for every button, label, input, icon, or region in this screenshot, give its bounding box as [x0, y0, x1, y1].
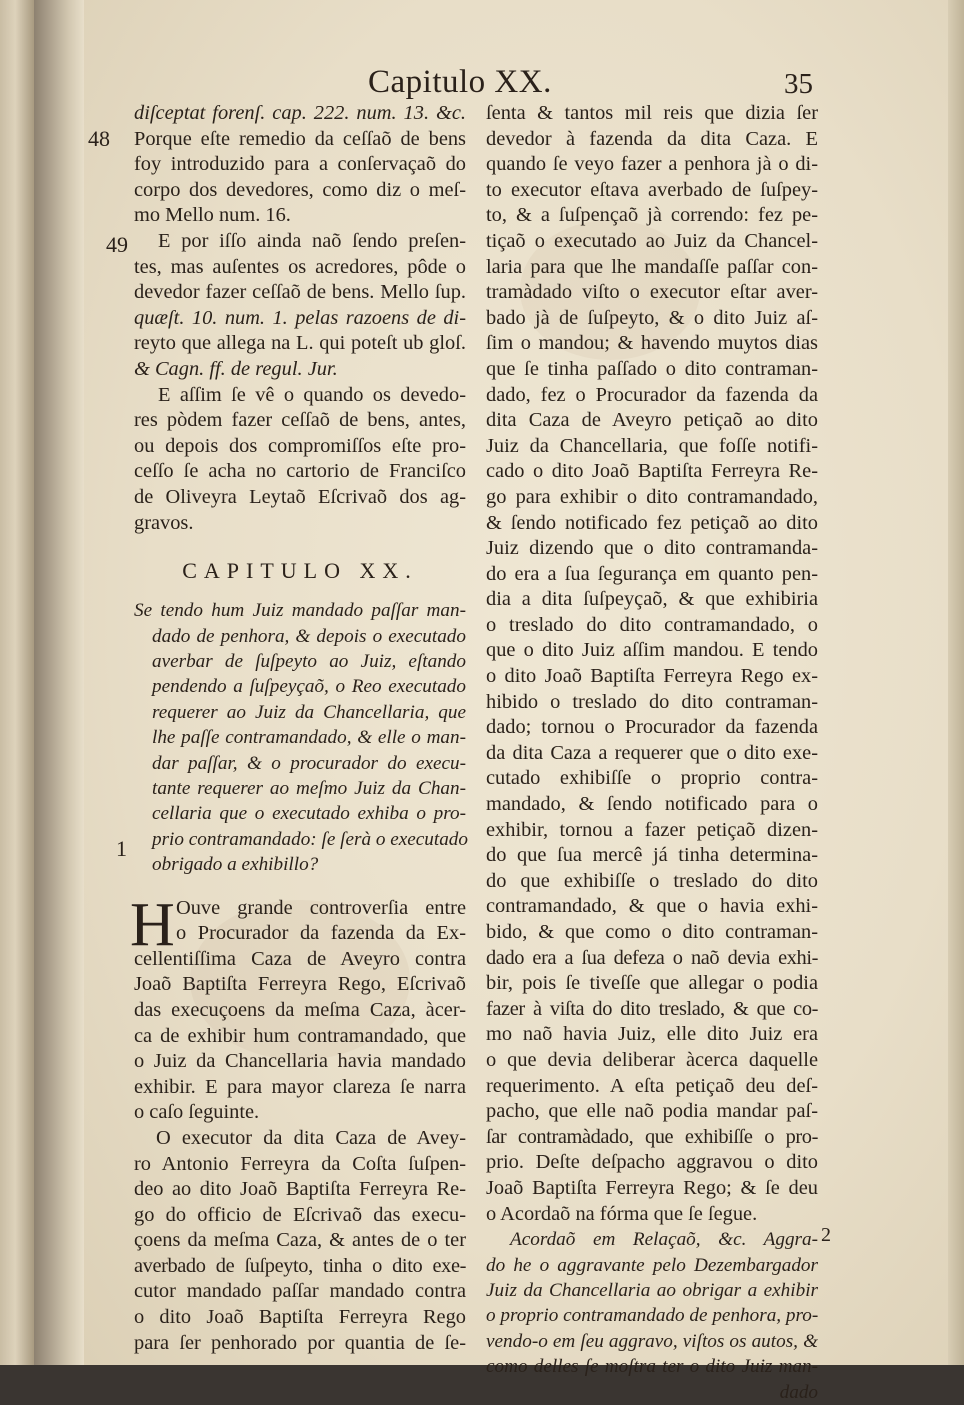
text-line: O executor da dita Caza de Avey-: [156, 1126, 466, 1149]
text-line: que ſe tinha paſſado o dito contraman-: [486, 357, 818, 380]
summary-line: requerer ao Juiz da Chancellaria, que: [152, 701, 466, 723]
text-line: dia a dita ſuſpeyçaõ, & que exhibiria: [486, 588, 818, 611]
text-line: prio. Deſte deſpacho aggravou o dito: [486, 1151, 818, 1174]
text-line: o Juiz da Chancellaria havia mandado: [134, 1050, 466, 1073]
text-line: averbado de ſuſpeyto, tinha o dito exe-: [134, 1254, 466, 1277]
text-line: Joaõ Baptiſta Ferreyra Rego; & ſe deu: [486, 1176, 818, 1199]
text-line: contramandado, & que o havia exhi-: [486, 895, 818, 918]
text-line: tiçaõ o executado ao Juiz da Chancel-: [486, 229, 818, 252]
text-line: mo naõ havia Juiz, elle dito Juiz era: [486, 1023, 818, 1046]
text-line: gravos.: [134, 511, 194, 534]
text-line: o que devia deliberar àcerca daquelle: [486, 1048, 818, 1071]
text-line: da dita Caza a requerer que o dito exe-: [486, 741, 818, 764]
text-line: dado; tornou o Procurador da fazenda: [486, 716, 818, 739]
text-line: Joaõ Baptiſta Ferreyra Rego, Eſcrivaõ: [134, 973, 466, 996]
text-line: que o dito Juiz aſſim mandou. E tendo: [486, 639, 818, 662]
court-decision: [486, 1227, 818, 1405]
text-line: & Cagn. ff. de regul. Jur.: [134, 357, 338, 380]
text-line: bir, pois ſe tiveſſe que allegar o podia: [486, 972, 818, 995]
previous-page-edge: [0, 0, 35, 1365]
page-title: Capitulo XX.: [368, 64, 552, 100]
text-line: ſim o mandou; & havendo muytos dias: [486, 332, 818, 355]
text-line: o Procurador da fazenda da Ex-: [176, 922, 466, 945]
text-line: tes, mas auſentes os acredores, pôde o: [134, 255, 466, 278]
summary-line: averbar de ſuſpeyto ao Juiz, eſtando: [152, 650, 466, 672]
text-line: laria para que lhe mandaſſe paſſar con-: [486, 255, 818, 278]
text-line: quæſt. 10. num. 1. pelas razoens de di-: [134, 306, 466, 329]
summary-line: lhe paſſe contramandado, & elle o man-: [152, 727, 466, 749]
paragraph-number: 2: [821, 1224, 831, 1246]
chapter-heading: CAPITULO XX.: [182, 558, 418, 584]
text-line: do que exhibiſſe o treslado do dito: [486, 869, 818, 892]
summary-line: dar paſſar, & o procurador do execu-: [152, 752, 466, 774]
decision-line: Acordaõ em Relaçaõ, &c. Aggra-: [510, 1229, 818, 1251]
text-line: do era a ſua ſegurança em quanto pen-: [486, 562, 818, 585]
left-column: [130, 101, 468, 1356]
text-line: dado, fez o Procurador da fazenda da: [486, 383, 818, 406]
text-line: para ſer penhorado por quantia de ſe-: [134, 1331, 466, 1354]
text-line: corpo dos devedores, como diz o meſ-: [134, 178, 466, 201]
text-line: devedor à fazenda da dita Caza. E: [486, 127, 818, 150]
text-line: devedor fazer ceſſaõ de bens. Mello ſup.: [134, 281, 466, 304]
book-gutter: [34, 0, 84, 1365]
text-line: cutor mandado paſſar mandado contra: [134, 1280, 466, 1303]
text-line: foy introduzido para a conſervaçaõ do: [134, 153, 466, 176]
summary-line: cellaria que o executado exhiba o pro-: [152, 803, 466, 825]
summary-line: tante requerer ao meſmo Juiz da Chan-: [152, 777, 466, 799]
text-line: deo ao dito Joaõ Baptiſta Ferreyra Re-: [134, 1178, 466, 1201]
text-line: E aſſim ſe vê o quando os devedo-: [158, 383, 466, 406]
text-line: requerimento. A eſta petiçaõ deu deſ-: [486, 1074, 818, 1097]
paragraph-number: 49: [106, 232, 128, 257]
text-line: de Oliveyra Leytaõ Eſcrivaõ dos ag-: [134, 485, 466, 508]
text-line: bido, & que como o dito contraman-: [486, 921, 818, 943]
summary-line: Se tendo hum Juiz mandado paſſar man-: [134, 600, 466, 622]
text-line: cellentiſſima Caza de Aveyro contra: [134, 947, 466, 970]
text-line: reyto que allega na L. qui poteſt ub gloſ.: [134, 332, 466, 355]
text-line: çoens da meſma Caza, & antes de o ter: [134, 1229, 466, 1252]
text-line: o dito Joaõ Baptiſta Ferreyra Rego ex-: [486, 665, 818, 688]
text-line: res pòdem fazer ceſſaõ de bens, antes,: [134, 409, 466, 432]
text-line: Juiz da Chancellaria, que foſſe notifi-: [486, 434, 818, 457]
text-line: fazer à viſta do dito treslado, & que co-: [486, 997, 818, 1020]
text-line: quando ſe veyo fazer a penhora jà o di-: [486, 153, 818, 176]
text-line: cutado exhibiſſe o proprio contra-: [486, 767, 818, 790]
text-line: Porque eſte remedio da ceſſaõ de bens: [134, 127, 466, 150]
decision-line: o proprio contramandado de penhora, pro-: [486, 1305, 819, 1327]
chapter-summary: [134, 598, 466, 877]
decision-line: do he o aggravante pelo Dezembargador: [486, 1254, 818, 1276]
text-line: ſenta & tantos mil reis que dizia ſer: [486, 102, 818, 124]
text-line: ou depois dos compromiſſos eſte pro-: [134, 434, 466, 457]
summary-line: dado de penhora, & depois o executado: [152, 625, 466, 647]
summary-line: prio contramandado: ſe ſerà o executado: [152, 828, 468, 850]
text-line: go para exhibir o dito contramandado,: [486, 485, 818, 508]
text-line: exhibir, tornou a fazer petiçaõ dizen-: [486, 818, 818, 841]
text-line: o Acordaõ na fórma que ſe ſegue.: [486, 1202, 758, 1225]
text-line: mo Mello num. 16.: [134, 204, 291, 227]
text-line: ſar contramàdado, que exhibiſſe o pro-: [486, 1125, 818, 1148]
text-line: o dito Joaõ Baptiſta Ferreyra Rego: [134, 1306, 466, 1329]
text-line: mandado, & ſendo notificado para o: [486, 793, 818, 816]
text-line: do que ſua mercê já tinha determina-: [486, 844, 818, 867]
text-line: Ouve grande controverſia entre: [176, 896, 466, 919]
text-line: pacho, que elle naõ podia mandar paſ-: [486, 1100, 818, 1123]
drop-cap: H: [130, 890, 175, 959]
right-column: [486, 101, 818, 1405]
paragraph-number: 48: [88, 126, 110, 151]
text-line: bado jà de ſuſpeyto, & o dito Juiz aſ-: [486, 306, 818, 329]
catchword: dado: [779, 1381, 818, 1403]
decision-line: Juiz da Chancellaria ao obrigar a exhibir: [486, 1279, 818, 1301]
decision-line: vendo-o em ſeu aggravo, viſtos os autos, &: [486, 1330, 818, 1352]
text-line: go do officio de Eſcrivaõ das execu-: [134, 1203, 466, 1226]
text-line: dado era a ſua defeza o naõ devia exhi-: [486, 946, 818, 969]
text-line: o caſo ſeguinte.: [134, 1101, 260, 1124]
decision-line: como delles ſe moſtra ter o dito Juiz man-: [486, 1356, 818, 1378]
text-line: exhibir. E para mayor clareza ſe narra: [134, 1075, 466, 1098]
summary-line: obrigado a exhibillo?: [152, 854, 319, 876]
text-line: hibido o treslado do dito contraman-: [486, 690, 818, 713]
text-line: to, & a ſuſpençaõ jà correndo: fez pe-: [486, 204, 818, 227]
summary-line: pendendo a ſuſpeyçaõ, o Reo executado: [152, 676, 466, 698]
text-line: tramàdado viſto o executor eſtar aver-: [486, 281, 818, 304]
text-line: dita Caza de Aveyro petiçaõ ao dito: [486, 409, 818, 432]
text-line: ceſſo ſe acha no cartorio de Franciſco: [134, 460, 466, 483]
text-line: & ſendo notificado fez petiçaõ ao dito: [486, 511, 818, 534]
paragraph-number: 1: [116, 836, 127, 861]
text-line: to executor eſtava averbado de ſuſpey-: [486, 178, 818, 201]
text-line: diſceptat forenſ. cap. 222. num. 13. &c.: [134, 102, 466, 124]
page-edge-right: [948, 0, 964, 1365]
text-line: o treslado do dito contramandado, o: [486, 613, 818, 636]
text-line: ro Antonio Ferreyra da Coſta ſuſpen-: [134, 1152, 466, 1175]
text-line: E por iſſo ainda naõ ſendo preſen-: [158, 229, 466, 252]
text-line: ca de exhibir hum contramandado, que: [134, 1024, 466, 1047]
page-number: 35: [784, 68, 813, 100]
text-line: das execuçoens da meſma Caza, àcer-: [134, 998, 466, 1021]
text-line: cado o dito Joaõ Baptiſta Ferreyra Re-: [486, 460, 818, 483]
text-line: Juiz dizendo que o dito contramanda-: [486, 537, 818, 560]
